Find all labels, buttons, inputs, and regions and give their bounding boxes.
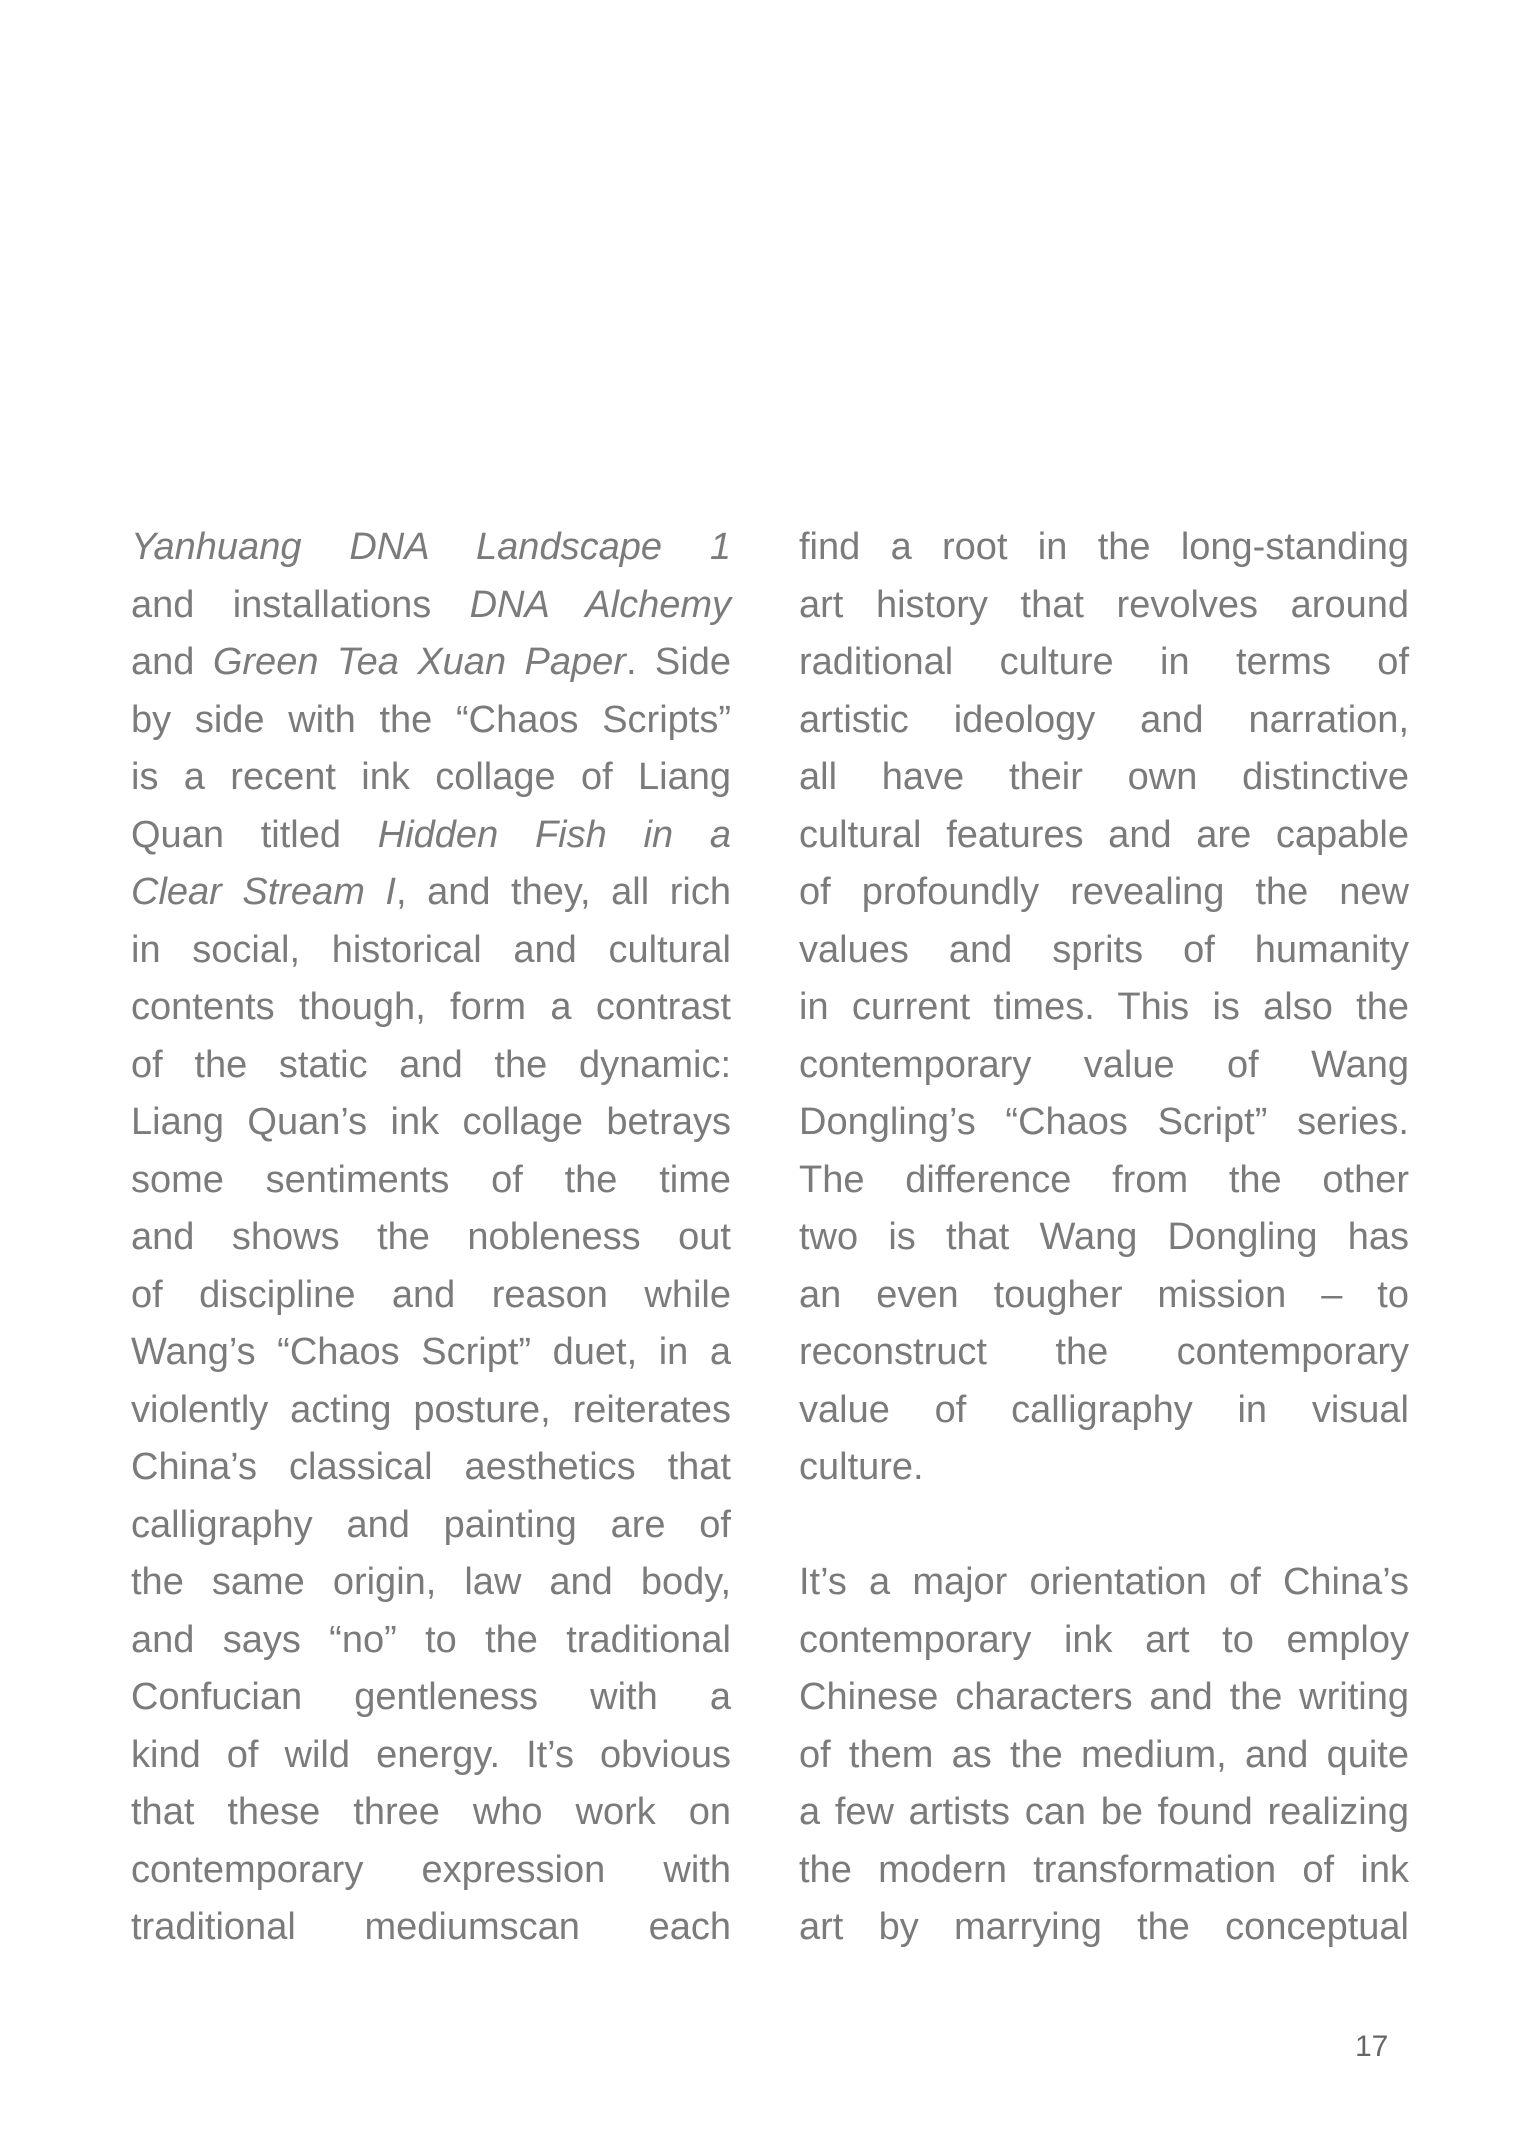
text-segment: raditional culture in terms of xyxy=(799,641,1409,683)
text-segment: that these three who work on xyxy=(131,1791,731,1833)
text-line xyxy=(799,1669,1409,1727)
text-line xyxy=(799,577,1409,635)
text-line xyxy=(131,807,731,865)
text-line xyxy=(131,519,731,577)
text-segment: the same origin, law and body, xyxy=(131,1561,731,1603)
text-line xyxy=(131,1209,731,1267)
blank-line xyxy=(799,1497,1409,1555)
text-line xyxy=(799,519,1409,577)
text-segment: Liang Quan’s ink collage betrays xyxy=(131,1101,731,1143)
text-line xyxy=(799,634,1409,692)
text-segment: kind of wild energy. It’s obvious xyxy=(131,1733,731,1776)
text-line xyxy=(799,749,1409,807)
text-segment: in social, historical and cultural xyxy=(131,928,731,971)
text-line xyxy=(131,634,731,692)
text-line xyxy=(799,864,1409,922)
text-line xyxy=(131,1554,731,1612)
text-segment: some sentiments of the time xyxy=(131,1158,731,1201)
text-segment: by side with the “Chaos Scripts” xyxy=(131,698,731,741)
text-line xyxy=(131,1497,731,1555)
text-segment: two is that Wang Dongling has xyxy=(799,1216,1409,1258)
text-line xyxy=(799,692,1409,750)
text-line xyxy=(131,1267,731,1325)
text-segment: is a recent ink collage of Liang xyxy=(131,756,731,798)
text-line xyxy=(131,1382,731,1440)
text-line xyxy=(131,1037,731,1095)
italic-text-segment: Hidden Fish in a xyxy=(377,813,732,856)
text-line xyxy=(799,1324,1409,1382)
text-segment: artistic ideology and narration, xyxy=(799,698,1409,741)
text-segment: contents though, form a contrast xyxy=(131,986,731,1028)
text-line xyxy=(131,749,731,807)
text-line xyxy=(131,1324,731,1382)
text-segment: violently acting posture, reiterates xyxy=(131,1388,731,1431)
text-line xyxy=(799,922,1409,980)
text-segment: art by marrying the conceptual xyxy=(799,1906,1409,1948)
text-line xyxy=(799,979,1409,1037)
italic-text-segment: Yanhuang DNA Landscape 1 xyxy=(131,526,731,568)
text-segment: It’s a major orientation of China’s xyxy=(799,1561,1409,1603)
text-segment: all have their own distinctive xyxy=(799,756,1409,798)
text-line xyxy=(799,1382,1409,1440)
text-line xyxy=(799,1267,1409,1325)
text-segment: Confucian gentleness with a xyxy=(131,1676,731,1718)
text-line xyxy=(131,1899,731,1957)
text-line xyxy=(799,1037,1409,1095)
text-line xyxy=(799,807,1409,865)
text-line xyxy=(131,1784,731,1842)
text-segment: the modern transformation of ink xyxy=(799,1848,1409,1891)
text-segment: art history that revolves around xyxy=(799,583,1409,626)
text-line xyxy=(131,1094,731,1152)
text-line xyxy=(131,1842,731,1900)
text-segment: of the static and the dynamic: xyxy=(131,1043,731,1086)
text-column-left xyxy=(131,519,731,1957)
text-segment: and installations xyxy=(131,583,470,626)
text-line xyxy=(799,1784,1409,1842)
text-segment: , and they, all rich xyxy=(395,871,731,913)
text-segment: an even tougher mission – to xyxy=(799,1273,1409,1316)
text-line xyxy=(131,922,731,980)
text-segment: Chinese characters and the writing xyxy=(799,1676,1409,1718)
text-line xyxy=(799,1439,1409,1497)
text-segment: and shows the nobleness out xyxy=(131,1216,731,1258)
text-segment: values and sprits of humanity xyxy=(799,928,1409,971)
text-line xyxy=(799,1152,1409,1210)
text-segment: culture. xyxy=(799,1446,924,1488)
text-segment: The difference from the other xyxy=(799,1158,1409,1201)
text-line xyxy=(799,1899,1409,1957)
text-segment: contemporary value of Wang xyxy=(799,1043,1409,1086)
text-segment: find a root in the long-standing xyxy=(799,526,1409,568)
text-line xyxy=(131,864,731,922)
text-line xyxy=(799,1727,1409,1785)
text-segment: China’s classical aesthetics that xyxy=(131,1446,731,1488)
text-segment: contemporary ink art to employ xyxy=(799,1618,1409,1661)
text-line xyxy=(131,692,731,750)
text-line xyxy=(799,1094,1409,1152)
text-segment: Wang’s “Chaos Script” duet, in a xyxy=(131,1331,731,1373)
text-segment: . Side xyxy=(625,641,731,683)
italic-text-segment: Clear Stream I xyxy=(131,871,396,913)
text-line xyxy=(799,1612,1409,1670)
text-segment: of discipline and reason while xyxy=(131,1273,731,1316)
text-line xyxy=(799,1842,1409,1900)
text-line xyxy=(799,1209,1409,1267)
text-line xyxy=(131,1439,731,1497)
text-segment: in current times. This is also the xyxy=(799,986,1409,1028)
text-line xyxy=(799,1554,1409,1612)
text-segment: calligraphy and painting are of xyxy=(131,1503,731,1546)
text-line xyxy=(131,1669,731,1727)
text-segment: value of calligraphy in visual xyxy=(799,1388,1409,1431)
text-segment: and xyxy=(131,641,213,683)
text-segment: Quan titled xyxy=(131,813,378,856)
text-line xyxy=(131,1727,731,1785)
text-segment: of them as the medium, and quite xyxy=(799,1733,1409,1776)
text-segment: reconstruct the contemporary xyxy=(799,1331,1409,1373)
text-segment: Dongling’s “Chaos Script” series. xyxy=(799,1101,1409,1143)
text-segment: traditional mediumscan each xyxy=(131,1906,731,1948)
text-line xyxy=(131,979,731,1037)
text-column-right xyxy=(799,519,1409,1957)
text-segment: contemporary expression with xyxy=(131,1848,731,1891)
text-segment: and says “no” to the traditional xyxy=(131,1618,731,1661)
text-segment: of profoundly revealing the new xyxy=(799,871,1409,913)
text-line xyxy=(131,1612,731,1670)
text-segment: a few artists can be found realizing xyxy=(799,1791,1409,1833)
text-segment: cultural features and are capable xyxy=(799,813,1409,856)
page-number: 17 xyxy=(1355,2030,1389,2063)
italic-text-segment: DNA Alchemy xyxy=(469,583,731,626)
italic-text-segment: Green Tea Xuan Paper xyxy=(212,641,626,683)
text-line xyxy=(131,577,731,635)
text-line xyxy=(131,1152,731,1210)
